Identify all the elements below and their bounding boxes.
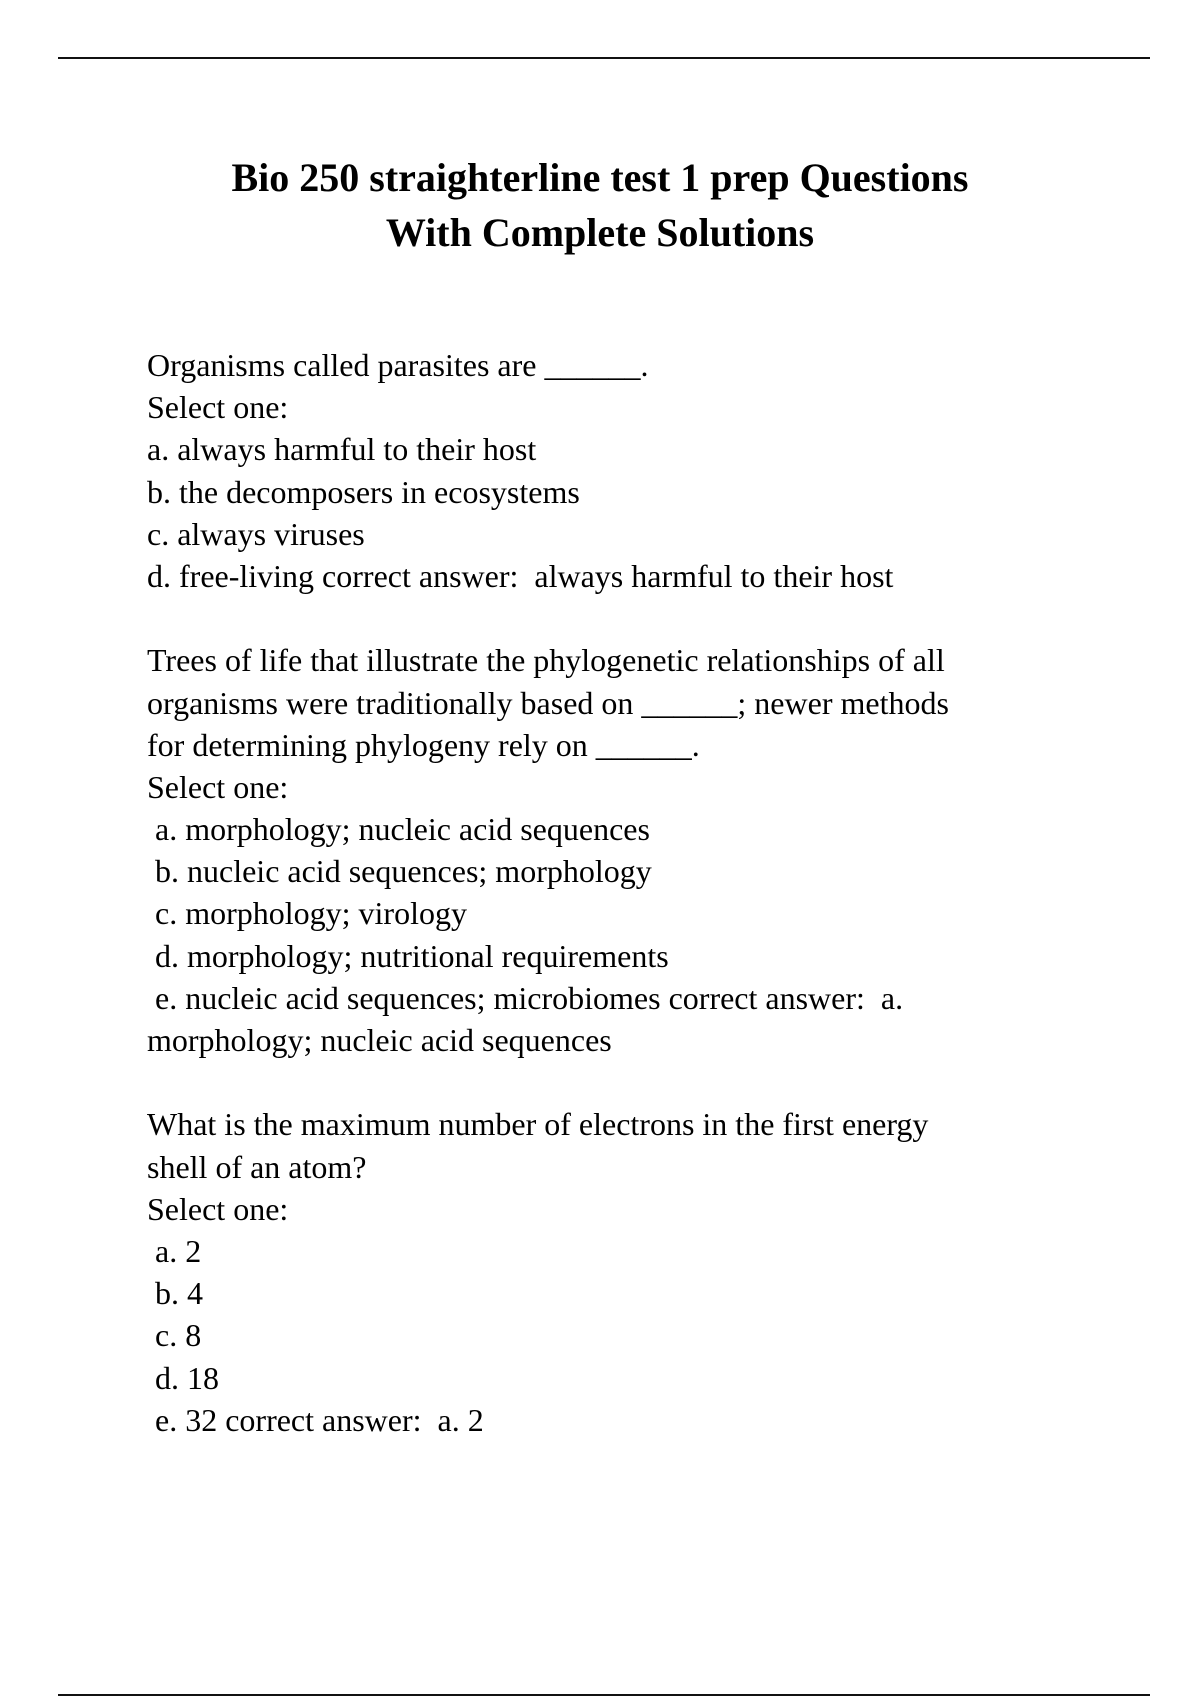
document-title — [0, 150, 1200, 260]
question-line: Organisms called parasites are ______. — [147, 347, 649, 383]
question-line: e. nucleic acid sequences; microbiomes correct answer: a. — [147, 979, 904, 1016]
question-line: a. 2 — [147, 1232, 202, 1269]
question-line: d. 18 — [147, 1359, 219, 1396]
question-line: organisms were traditionally based on ______; newer methods — [147, 684, 949, 721]
question-line: e. 32 correct answer: a. 2 — [147, 1401, 484, 1438]
question-line: b. nucleic acid sequences; morphology — [147, 853, 652, 890]
document-body — [147, 344, 1107, 1483]
footer-rule — [58, 1694, 1150, 1696]
question-line: b. 4 — [147, 1275, 203, 1312]
question-block — [147, 344, 1107, 597]
question-block — [147, 1103, 1107, 1441]
title-line: With Complete Solutions — [385, 210, 815, 255]
question-line: d. free-living correct answer: always harmful to their host — [147, 557, 894, 594]
question-line: Select one: — [147, 768, 289, 805]
question-line: shell of an atom? — [147, 1148, 367, 1185]
question-line: a. always harmful to their host — [147, 431, 537, 468]
question-line: c. 8 — [147, 1317, 202, 1354]
question-line: d. morphology; nutritional requirements — [147, 937, 669, 974]
question-line: What is the maximum number of electrons in the first energy — [147, 1106, 929, 1143]
question-line: Select one: — [147, 1190, 289, 1227]
question-line: Trees of life that illustrate the phylogenetic relationships of all — [147, 642, 945, 679]
title-line: Bio 250 straighterline test 1 prep Questions — [231, 155, 969, 200]
question-line: c. morphology; virology — [147, 895, 467, 932]
question-line: b. the decomposers in ecosystems — [147, 473, 580, 510]
question-line: c. always viruses — [147, 515, 365, 552]
header-rule — [58, 57, 1150, 59]
question-line: for determining phylogeny rely on ______. — [147, 726, 700, 763]
question-line: a. morphology; nucleic acid sequences — [147, 811, 650, 848]
question-line: Select one: — [147, 389, 289, 426]
question-line: morphology; nucleic acid sequences — [147, 1022, 612, 1058]
question-block — [147, 639, 1107, 1061]
